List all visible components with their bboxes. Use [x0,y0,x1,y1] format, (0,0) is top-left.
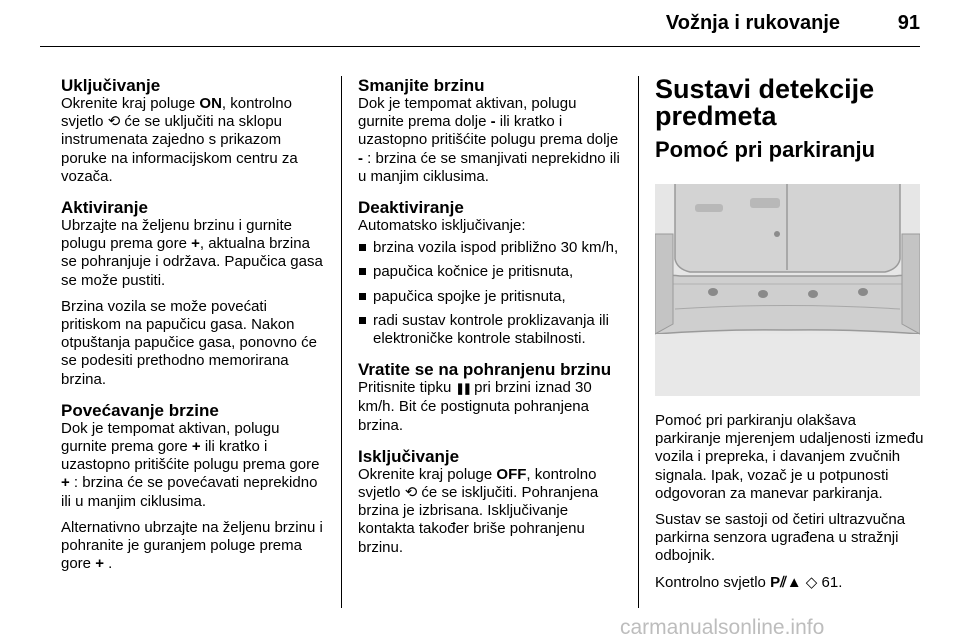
minus-symbol: - [358,149,363,167]
resume-button-icon: ❚❚ [455,383,470,396]
paragraph [61,95,327,186]
text: Dok je tempomat aktivan, polugu gurnite prema dolje [358,95,577,131]
text: Kontrolno svjetlo [655,573,771,591]
text: , kontrolno svjetlo [61,95,292,131]
page-number: 91 [897,12,920,34]
paragraph [655,574,925,592]
plus-symbol: + [191,438,201,456]
text: Okrenite kraj poluge [358,465,497,483]
section-heading: Aktiviranje [61,198,148,218]
list-item: papučica kočnice je pritisnuta, [358,263,624,281]
text: : brzina će se smanjivati neprekidno ili u manjim ciklusima. [358,149,620,185]
text: ili kratko i uzastopno pritišćite polugu prema gore [61,438,320,474]
section-iskljucivanje [358,447,624,557]
section-ukljucivanje [61,76,327,186]
deactivation-list [358,239,624,348]
section-smanjite-brzinu [358,76,624,186]
page-reference-icon: ◇ [805,573,818,591]
paragraph [358,95,624,186]
minus-symbol: - [490,113,496,131]
column-2 [358,76,624,569]
list-item: radi sustav kontrole proklizavanja ili elektroničke kontrole stabilnosti. [358,312,624,348]
section-heading: Smanjite brzinu [358,76,485,95]
text: će se uključiti na sklopu instrumenata zajedno s prikazom poruke na informacijskom centru za vozača. [61,113,298,185]
section-aktiviranje [61,198,327,389]
plus-symbol: + [61,474,70,492]
off-label: OFF [496,465,527,483]
text: Ubrzajte na željenu brzinu i gurnite polugu prema gore [61,217,292,253]
section-heading: Vratite se na pohranjenu brzinu [358,360,612,380]
text: će se isključiti. Pohranjena brzina je izbrisana. Isključivanje kontakta također briše pohranjenu brzinu. [358,484,599,556]
paragraph: Pomoć pri parkiranju olakšava parkiranje mjerenjem udaljenosti između vozila i prepreka, i davanjem zvučnih signala. Ipak, vozač je u potpunosti odgovoran za manevar parkiranja. [655,412,924,502]
text: Alternativno ubrzajte na željenu brzinu i pohranite je guranjem poluge prema gore [61,518,323,573]
text: pri brzini iznad 30 km/h. Bit će postignuta pohranjena brzina. [358,379,592,434]
section-vratite-se [358,360,624,435]
section-heading: Uključivanje [61,76,161,95]
text: : brzina će se povećavati neprekidno ili u manjim ciklusima. [61,474,318,510]
section-heading: Deaktiviranje [358,198,464,218]
paragraph [358,466,624,557]
text: 61. [817,573,843,591]
text: . [103,555,113,573]
rear-bumper-illustration [655,184,920,396]
chapter-title: Sustavi detekcije predmeta [655,74,875,131]
column-divider-2 [638,76,639,608]
on-label: ON [199,95,222,112]
text: ili kratko i uzastopno pritišćite polugu prema dolje [358,113,619,149]
rear-bumper-drawing [655,184,920,396]
plus-symbol: + [95,555,104,573]
page-header-title: Vožnja i rukovanje [665,12,840,34]
header-rule [40,46,920,47]
paragraph: Brzina vozila se može povećati pritiskom na papučicu gasa. Nakon otpuštanja papučice gasa, ponovno će se podesiti prethodno memorirana brzina. [61,297,318,388]
watermark: carmanualsonline.info [620,616,825,639]
text: Okrenite kraj poluge [61,95,200,112]
paragraph: Automatsko isključivanje: [358,217,526,235]
text: Dok je tempomat aktivan, polugu gurnite prema gore [61,419,280,456]
cruise-control-icon: ⟲ [404,484,418,502]
plus-symbol: + [191,235,200,253]
section-povecavanje-brzine [61,401,327,574]
section-heading: Povećavanje brzine [61,400,219,420]
paragraph [61,519,327,574]
column-divider-1 [341,76,342,608]
section-title: Pomoć pri parkiranju [655,137,876,162]
paragraph [61,217,327,290]
column-3 [655,76,925,600]
text: Pritisnite tipku [358,379,456,397]
list-item: papučica spojke je pritisnuta, [358,288,624,306]
paragraph [61,420,327,511]
paragraph: Sustav se sastoji od četiri ultrazvučna parkirna senzora ugrađena u stražnji odbojnik. [655,511,906,565]
list-item: brzina vozila ispod približno 30 km/h, [358,239,624,257]
column-1 [61,76,327,585]
section-heading: Isključivanje [358,446,460,466]
parking-assist-icon: P⫽▲ [770,573,802,591]
text: , aktualna brzina se pohranjuje i održava. Papučica gasa se može pustiti. [61,235,323,289]
section-deaktiviranje [358,198,624,348]
text: , kontrolno svjetlo [358,465,597,502]
paragraph [358,379,624,435]
page-header [0,0,960,46]
cruise-control-icon: ⟲ [107,113,121,131]
